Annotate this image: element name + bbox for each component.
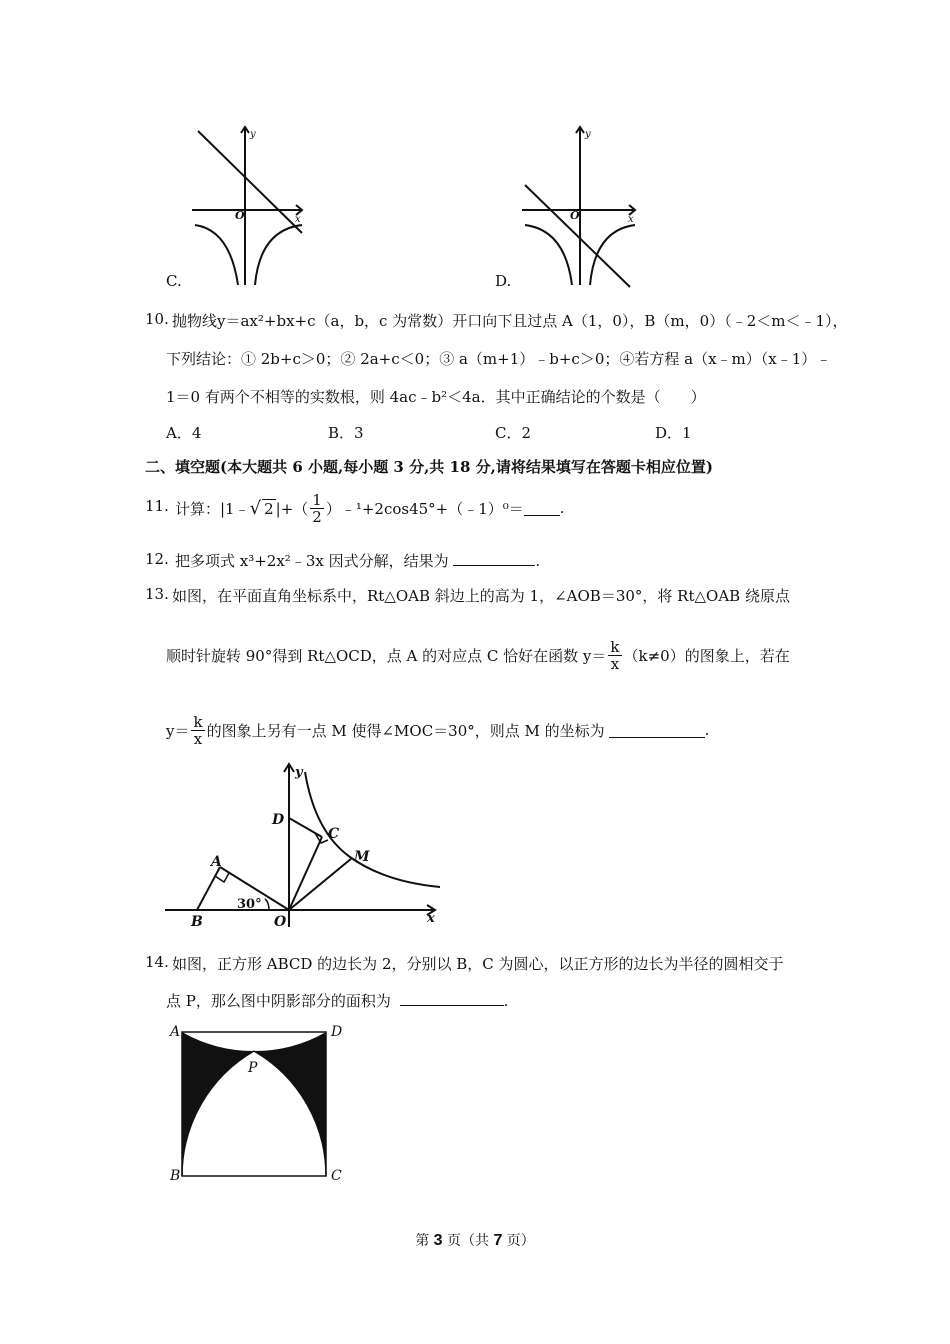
q14-line2-text: 点 P，那么图中阴影部分的面积为 <box>166 992 391 1010</box>
fig13-point-c: C <box>328 826 340 842</box>
option-c-label: C. <box>166 272 182 290</box>
q12-tail: . <box>535 552 541 570</box>
q10-line1-eq: y＝ax²+bx+c（a，b，c 为常数）开口向下且过点 A（1，0），B（m，0）（﹣2＜m＜﹣1）， <box>217 312 848 330</box>
axis-y-label-d: y <box>585 129 591 140</box>
fig13-point-a: A <box>211 854 222 870</box>
q11-sqrt-value: 2 <box>264 499 274 518</box>
axis-y-label-c: y <box>250 129 256 140</box>
fig14-point-c: C <box>331 1168 342 1184</box>
q12-text: 把多项式 x³+2x²﹣3x 因式分解，结果为 <box>175 552 449 570</box>
sqrt-sign-icon: √ <box>249 497 262 519</box>
q13-frac2-den: x <box>193 729 203 748</box>
q13-frac2-num: k <box>193 712 203 731</box>
q13-line3 <box>166 708 709 752</box>
q13-fraction-1 <box>608 639 621 672</box>
q11-number: 11. <box>145 497 169 515</box>
figure-q14 <box>168 1022 353 1187</box>
q13-fraction-2 <box>191 714 204 747</box>
q14-answer-blank[interactable] <box>400 991 504 1006</box>
q10-option-a: A．4 <box>166 424 202 442</box>
fig14-shaded-right <box>254 1032 326 1176</box>
q14-line1: 如图，正方形 ABCD 的边长为 2，分别以 B，C 为圆心，以正方形的边长为半径的圆相交于 <box>172 955 784 973</box>
q13-answer-blank[interactable] <box>609 723 705 738</box>
q13-line1: 如图，在平面直角坐标系中，Rt△OAB 斜边上的高为 1，∠AOB＝30°，将 Rt△OAB 绕原点 <box>172 587 790 605</box>
q10-line3: 1＝0 有两个不相等的实数根，则 4ac﹣b²＜4a．其中正确结论的个数是（ ） <box>166 388 706 406</box>
axis-x-label-c: x <box>295 214 301 225</box>
q11-expression <box>175 488 565 528</box>
footer-total-pages: 7 <box>493 1232 503 1249</box>
q11-suffix: ）﹣¹+2cos45°+（﹣1）⁰＝ <box>325 499 524 518</box>
fig14-point-b: B <box>170 1168 181 1184</box>
axis-x-label-d: x <box>628 214 634 225</box>
q11-frac-den: 2 <box>312 507 322 526</box>
footer-post: 页） <box>502 1233 535 1249</box>
q13-line2-b: （k≠0）的图象上，若在 <box>623 646 790 665</box>
fig13-point-b: B <box>191 914 203 930</box>
fig13-point-d: D <box>272 812 285 828</box>
q10-option-d: D．1 <box>655 424 692 442</box>
q13-frac1-den: x <box>610 654 620 673</box>
q14-line2 <box>166 990 508 1011</box>
fig13-angle-label: 30° <box>237 897 262 912</box>
q13-line3-a: y＝ <box>166 721 190 740</box>
q10-line1 <box>172 310 848 331</box>
q14-number: 14. <box>145 953 169 971</box>
figure-q13 <box>165 762 445 932</box>
origin-label-d: O <box>570 209 580 222</box>
section2-title: 二、填空题(本大题共 6 小题,每小题 3 分,共 18 分,请将结果填写在答题卡相应位置) <box>145 458 713 476</box>
footer-mid: 页（共 <box>442 1233 494 1249</box>
fig13-point-m: M <box>354 849 370 865</box>
q10-number: 10. <box>145 310 169 328</box>
fig13-x-label: x <box>427 911 435 926</box>
fig14-point-a: A <box>170 1024 181 1040</box>
figure-option-d <box>520 125 645 290</box>
q14-tail: . <box>503 992 509 1010</box>
q13-line2-a: 顺时针旋转 90°得到 Rt△OCD，点 A 的对应点 C 恰好在函数 y＝ <box>166 646 607 665</box>
fig13-y-label: y <box>295 765 303 780</box>
q11-answer-blank[interactable] <box>524 501 560 516</box>
fig14-point-d: D <box>331 1024 343 1040</box>
q11-prefix: 计算：|1﹣ <box>175 499 250 518</box>
fig13-point-o: O <box>274 914 287 930</box>
option-d-label: D. <box>495 272 512 290</box>
q13-line2 <box>166 633 790 677</box>
q10-line1-a: 抛物线 <box>172 312 218 330</box>
q10-option-b: B．3 <box>328 424 364 442</box>
q10-line2: 下列结论：① 2b+c＞0；② 2a+c＜0；③ a（m+1）﹣b+c＞0；④若方程 a（x﹣m）（x﹣1）﹣ <box>166 350 832 368</box>
q12-number: 12. <box>145 550 169 568</box>
q11-tail: . <box>559 499 565 517</box>
q11-frac-num: 1 <box>312 490 322 509</box>
footer-pre: 第 <box>415 1233 434 1249</box>
page-footer <box>0 1230 950 1250</box>
footer-page-number: 3 <box>433 1232 443 1249</box>
q13-tail: . <box>704 721 710 739</box>
fig14-shaded-left <box>182 1032 254 1176</box>
fig14-point-p: P <box>248 1060 258 1076</box>
origin-label-c: O <box>235 209 245 222</box>
q12-answer-blank[interactable] <box>453 551 535 566</box>
q11-mid: |+（ <box>275 499 309 518</box>
q10-option-c: C．2 <box>495 424 532 442</box>
q13-line3-b: 的图象上另有一点 M 使得∠MOC＝30°，则点 M 的坐标为 <box>206 721 605 740</box>
q12-line <box>175 550 540 571</box>
q13-number: 13. <box>145 585 169 603</box>
q13-frac1-num: k <box>610 637 620 656</box>
q11-fraction <box>310 492 324 525</box>
figure-option-c <box>190 125 310 290</box>
